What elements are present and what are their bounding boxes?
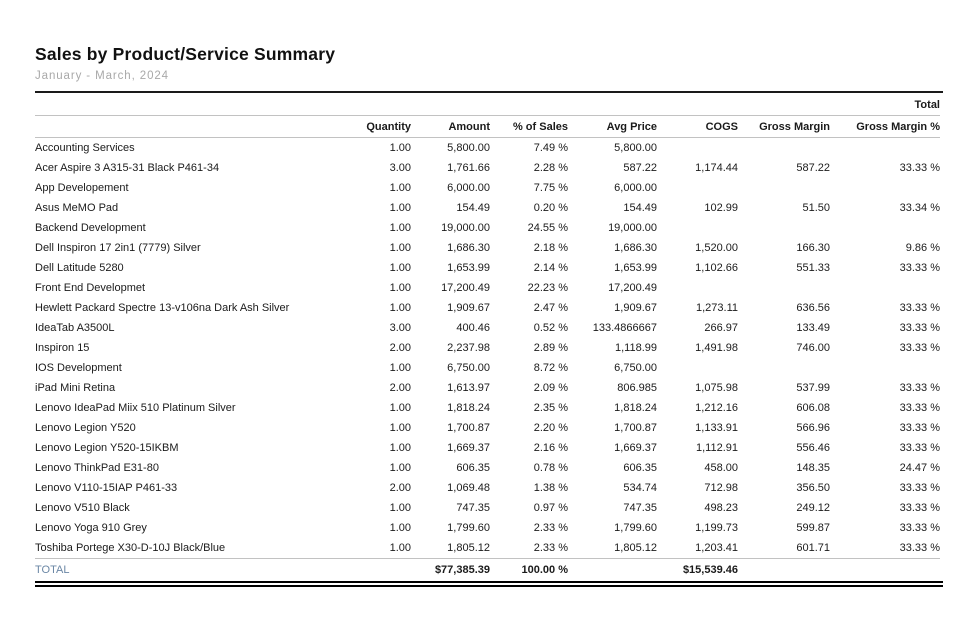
report-title: Sales by Product/Service Summary	[35, 44, 336, 64]
product-name: Hewlett Packard Spectre 13-v106na Dark Ash Silver	[35, 302, 290, 314]
product-row	[35, 258, 940, 278]
quantity-cell: 2.00	[389, 482, 411, 494]
amount-cell: 1,761.66	[447, 162, 490, 174]
product-name: Lenovo Yoga 910 Grey	[35, 522, 147, 534]
gross-margin-cell: 566.96	[796, 422, 830, 434]
amount-cell: 1,653.99	[447, 262, 490, 274]
pct-of-sales-cell: 2.35 %	[533, 402, 568, 414]
column-header-pct-of-sales: % of Sales	[490, 116, 568, 138]
avg-price-cell: 1,799.60	[614, 522, 657, 534]
gross-margin-cell: 746.00	[796, 342, 830, 354]
cogs-cell	[657, 138, 738, 159]
amount-cell: 17,200.49	[441, 282, 490, 294]
gross-margin-pct-cell: 33.33 %	[899, 522, 940, 534]
gross-margin-cell: 599.87	[796, 522, 830, 534]
product-row	[35, 378, 940, 398]
gross-margin-cell: 148.35	[796, 462, 830, 474]
cogs-cell: 1,199.73	[695, 522, 738, 534]
pct-of-sales-cell: 2.28 %	[533, 162, 568, 174]
pct-of-sales-cell: 2.18 %	[533, 242, 568, 254]
pct-of-sales-cell: 2.89 %	[533, 342, 568, 354]
cogs-cell: 1,133.91	[695, 422, 738, 434]
product-row	[35, 458, 940, 478]
gross-margin-pct-cell: 9.86 %	[905, 242, 940, 254]
gross-margin-cell	[738, 218, 830, 238]
gross-margin-cell: 537.99	[796, 382, 830, 394]
amount-cell: 1,799.60	[447, 522, 490, 534]
product-name: Dell Latitude 5280	[35, 262, 124, 274]
amount-cell: 6,750.00	[447, 362, 490, 374]
avg-price-cell: 6,000.00	[614, 182, 657, 194]
gross-margin-pct-cell	[830, 218, 940, 238]
product-row	[35, 438, 940, 458]
cogs-cell: 266.97	[704, 322, 738, 334]
pct-of-sales-cell: 0.78 %	[533, 462, 568, 474]
quantity-cell: 2.00	[389, 382, 411, 394]
avg-price-cell: 534.74	[623, 482, 657, 494]
cogs-cell: 1,273.11	[695, 302, 738, 314]
pct-of-sales-cell: 22.23 %	[527, 282, 568, 294]
gross-margin-cell	[738, 358, 830, 378]
product-name: Lenovo ThinkPad E31-80	[35, 462, 159, 474]
column-header-gross-margin: Gross Margin	[738, 116, 830, 138]
avg-price-cell: 1,686.30	[614, 242, 657, 254]
product-name: Lenovo V510 Black	[35, 502, 130, 514]
product-name: Acer Aspire 3 A315-31 Black P461-34	[35, 162, 220, 174]
avg-price-cell: 1,118.99	[614, 342, 657, 354]
gross-margin-cell: 166.30	[796, 242, 830, 254]
gross-margin-pct-cell: 33.33 %	[899, 322, 940, 334]
gross-margin-cell	[738, 278, 830, 298]
avg-price-cell: 1,805.12	[614, 542, 657, 554]
product-name: App Developement	[35, 182, 129, 194]
quantity-cell: 1.00	[389, 522, 411, 534]
product-row	[35, 518, 940, 538]
column-header-cogs: COGS	[657, 116, 738, 138]
product-name: Asus MeMO Pad	[35, 202, 119, 214]
total-group-header-label: Total	[830, 95, 940, 116]
pct-of-sales-cell: 24.55 %	[527, 222, 568, 234]
amount-cell: 1,069.48	[447, 482, 490, 494]
pct-of-sales-cell: 0.52 %	[533, 322, 568, 334]
gross-margin-cell: 606.08	[796, 402, 830, 414]
amount-cell: 1,669.37	[447, 442, 490, 454]
product-row	[35, 238, 940, 258]
gross-margin-pct-cell: 33.33 %	[899, 162, 940, 174]
total-amount-cell: $77,385.39	[411, 559, 490, 581]
avg-price-cell: 747.35	[623, 502, 657, 514]
total-cogs-cell: $15,539.46	[657, 559, 738, 581]
column-header-row	[35, 116, 940, 138]
product-name: Backend Development	[35, 222, 146, 234]
gross-margin-pct-cell: 24.47 %	[899, 462, 940, 474]
gross-margin-pct-cell: 33.33 %	[899, 542, 940, 554]
cogs-cell: 1,075.98	[695, 382, 738, 394]
product-name: Inspiron 15	[35, 342, 90, 354]
cogs-cell: 1,212.16	[695, 402, 738, 414]
avg-price-cell: 806.985	[617, 382, 657, 394]
table-bottom-double-rule	[35, 581, 943, 587]
total-group-header-spacer	[35, 95, 830, 116]
amount-cell: 747.35	[456, 502, 490, 514]
quantity-cell: 1.00	[389, 202, 411, 214]
header-divider	[35, 91, 943, 93]
gross-margin-cell: 551.33	[796, 262, 830, 274]
gross-margin-cell: 636.56	[796, 302, 830, 314]
amount-cell: 5,800.00	[447, 142, 490, 154]
product-row	[35, 278, 940, 298]
product-row	[35, 498, 940, 518]
total-gross-margin-pct-cell	[830, 559, 940, 581]
gross-margin-pct-cell	[830, 278, 940, 298]
product-name: Lenovo V110-15IAP P461-33	[35, 482, 178, 494]
quantity-cell: 1.00	[389, 262, 411, 274]
total-avg-price-cell	[568, 559, 657, 581]
cogs-cell: 1,102.66	[695, 262, 738, 274]
column-header-quantity: Quantity	[348, 116, 411, 138]
amount-cell: 6,000.00	[447, 182, 490, 194]
pct-of-sales-cell: 0.20 %	[533, 202, 568, 214]
amount-cell: 19,000.00	[441, 222, 490, 234]
avg-price-cell: 1,669.37	[614, 442, 657, 454]
quantity-cell: 3.00	[389, 162, 411, 174]
pct-of-sales-cell: 2.33 %	[533, 542, 568, 554]
gross-margin-pct-cell	[830, 358, 940, 378]
avg-price-cell: 133.4866667	[592, 322, 657, 334]
gross-margin-pct-cell: 33.33 %	[899, 442, 940, 454]
avg-price-cell: 1,700.87	[614, 422, 657, 434]
cogs-cell	[657, 278, 738, 298]
avg-price-cell: 1,818.24	[614, 402, 657, 414]
pct-of-sales-cell: 2.09 %	[533, 382, 568, 394]
quantity-cell: 1.00	[389, 362, 411, 374]
product-name: Dell Inspiron 17 2in1 (7779) Silver	[35, 242, 201, 254]
column-header-product	[35, 116, 348, 138]
pct-of-sales-cell: 2.33 %	[533, 522, 568, 534]
cogs-cell: 712.98	[704, 482, 738, 494]
cogs-cell: 498.23	[704, 502, 738, 514]
quantity-cell: 1.00	[389, 502, 411, 514]
cogs-cell	[657, 218, 738, 238]
pct-of-sales-cell: 2.47 %	[533, 302, 568, 314]
product-row	[35, 198, 940, 218]
gross-margin-pct-cell: 33.33 %	[899, 302, 940, 314]
column-header-avg-price: Avg Price	[568, 116, 657, 138]
sales-summary-table	[35, 95, 940, 580]
amount-cell: 1,818.24	[447, 402, 490, 414]
quantity-cell: 1.00	[389, 222, 411, 234]
total-row-label: TOTAL	[35, 559, 348, 581]
amount-cell: 400.46	[456, 322, 490, 334]
cogs-cell	[657, 178, 738, 198]
gross-margin-cell: 133.49	[796, 322, 830, 334]
product-row	[35, 538, 940, 559]
quantity-cell: 1.00	[389, 282, 411, 294]
gross-margin-cell	[738, 138, 830, 159]
gross-margin-cell: 587.22	[796, 162, 830, 174]
quantity-cell: 1.00	[389, 422, 411, 434]
gross-margin-cell: 51.50	[802, 202, 830, 214]
product-row	[35, 358, 940, 378]
column-header-amount: Amount	[411, 116, 490, 138]
cogs-cell: 1,491.98	[695, 342, 738, 354]
quantity-cell: 1.00	[389, 402, 411, 414]
quantity-cell: 1.00	[389, 542, 411, 554]
gross-margin-pct-cell: 33.33 %	[899, 482, 940, 494]
quantity-cell: 1.00	[389, 462, 411, 474]
avg-price-cell: 5,800.00	[614, 142, 657, 154]
pct-of-sales-cell: 8.72 %	[533, 362, 568, 374]
gross-margin-pct-cell	[830, 178, 940, 198]
product-name: Toshiba Portege X30-D-10J Black/Blue	[35, 542, 226, 554]
avg-price-cell: 606.35	[623, 462, 657, 474]
pct-of-sales-cell: 2.16 %	[533, 442, 568, 454]
pct-of-sales-cell: 2.20 %	[533, 422, 568, 434]
quantity-cell: 1.00	[389, 442, 411, 454]
quantity-cell: 1.00	[389, 242, 411, 254]
product-row	[35, 338, 940, 358]
amount-cell: 1,686.30	[447, 242, 490, 254]
gross-margin-pct-cell: 33.33 %	[899, 422, 940, 434]
gross-margin-pct-cell: 33.33 %	[899, 502, 940, 514]
pct-of-sales-cell: 2.14 %	[533, 262, 568, 274]
pct-of-sales-cell: 0.97 %	[533, 502, 568, 514]
total-gross-margin-cell	[738, 559, 830, 581]
amount-cell: 1,700.87	[447, 422, 490, 434]
product-row	[35, 138, 940, 159]
product-name: iPad Mini Retina	[35, 382, 116, 394]
gross-margin-cell: 356.50	[796, 482, 830, 494]
cogs-cell: 1,112.91	[695, 442, 738, 454]
total-group-header-row	[35, 95, 940, 116]
amount-cell: 606.35	[456, 462, 490, 474]
product-row	[35, 418, 940, 438]
gross-margin-pct-cell: 33.33 %	[899, 402, 940, 414]
product-row	[35, 298, 940, 318]
amount-cell: 1,805.12	[447, 542, 490, 554]
product-name: Lenovo Legion Y520	[35, 422, 136, 434]
gross-margin-pct-cell: 33.34 %	[899, 202, 940, 214]
product-row	[35, 318, 940, 338]
column-header-gross-margin-pct: Gross Margin %	[830, 116, 940, 138]
quantity-cell: 1.00	[389, 142, 411, 154]
gross-margin-pct-cell: 33.33 %	[899, 342, 940, 354]
total-pct-of-sales-cell: 100.00 %	[490, 559, 568, 581]
cogs-cell: 102.99	[704, 202, 738, 214]
pct-of-sales-cell: 7.75 %	[533, 182, 568, 194]
avg-price-cell: 587.22	[623, 162, 657, 174]
product-name: Lenovo Legion Y520-15IKBM	[35, 442, 179, 454]
cogs-cell: 458.00	[704, 462, 738, 474]
product-name: Lenovo IdeaPad Miix 510 Platinum Silver	[35, 402, 236, 414]
gross-margin-cell	[738, 178, 830, 198]
amount-cell: 2,237.98	[447, 342, 490, 354]
product-name: Front End Developmet	[35, 282, 146, 294]
cogs-cell	[657, 358, 738, 378]
product-row	[35, 398, 940, 418]
gross-margin-cell: 556.46	[796, 442, 830, 454]
product-row	[35, 158, 940, 178]
avg-price-cell: 19,000.00	[608, 222, 657, 234]
amount-cell: 1,909.67	[447, 302, 490, 314]
product-row	[35, 178, 940, 198]
quantity-cell: 1.00	[389, 182, 411, 194]
gross-margin-pct-cell: 33.33 %	[899, 382, 940, 394]
product-row	[35, 218, 940, 238]
report-subtitle: January - March, 2024	[35, 70, 169, 82]
gross-margin-pct-cell: 33.33 %	[899, 262, 940, 274]
product-row	[35, 478, 940, 498]
avg-price-cell: 154.49	[623, 202, 657, 214]
amount-cell: 154.49	[456, 202, 490, 214]
pct-of-sales-cell: 1.38 %	[533, 482, 568, 494]
gross-margin-cell: 249.12	[796, 502, 830, 514]
gross-margin-pct-cell	[830, 138, 940, 159]
quantity-cell: 3.00	[389, 322, 411, 334]
product-name: Accounting Services	[35, 142, 135, 154]
quantity-cell: 1.00	[389, 302, 411, 314]
cogs-cell: 1,520.00	[695, 242, 738, 254]
gross-margin-cell: 601.71	[796, 542, 830, 554]
avg-price-cell: 1,909.67	[614, 302, 657, 314]
cogs-cell: 1,203.41	[695, 542, 738, 554]
pct-of-sales-cell: 7.49 %	[533, 142, 568, 154]
avg-price-cell: 17,200.49	[608, 282, 657, 294]
total-quantity-cell	[348, 559, 411, 581]
product-name: IdeaTab A3500L	[35, 322, 115, 334]
avg-price-cell: 1,653.99	[614, 262, 657, 274]
total-row	[35, 559, 940, 581]
amount-cell: 1,613.97	[447, 382, 490, 394]
table-body	[35, 138, 940, 559]
avg-price-cell: 6,750.00	[614, 362, 657, 374]
cogs-cell: 1,174.44	[695, 162, 738, 174]
quantity-cell: 2.00	[389, 342, 411, 354]
product-name: IOS Development	[35, 362, 122, 374]
